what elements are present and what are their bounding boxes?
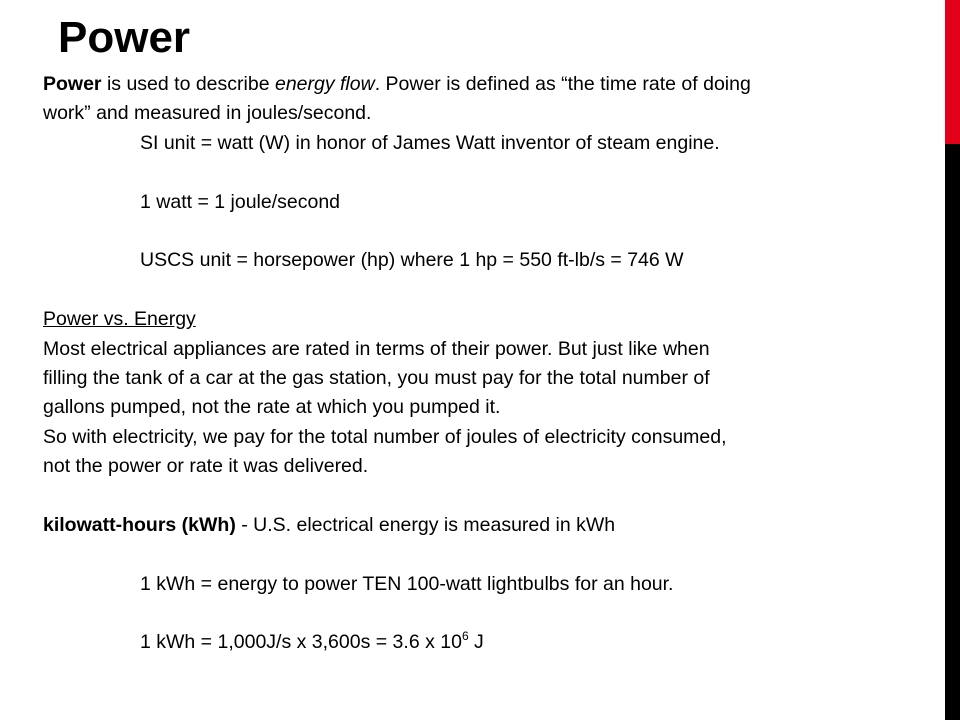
accent-bar-black	[945, 144, 960, 720]
spacer	[43, 599, 923, 628]
kwh-formula-line	[43, 628, 923, 657]
watt-definition-line: 1 watt = 1 joule/second	[140, 190, 341, 213]
section-text-line: not the power or rate it was delivered.	[43, 455, 369, 478]
kwh-definition-line: 1 kWh = energy to power TEN 100-watt lightbulbs for an hour.	[140, 572, 674, 595]
kwh-formula-exponent: 6	[461, 629, 469, 644]
spacer	[43, 217, 923, 246]
section-text-line: Most electrical appliances are rated in terms of their power. But just like when	[43, 337, 710, 360]
section-text-line: So with electricity, we pay for the total number of joules of electricity consumed,	[43, 425, 727, 448]
power-def-text-1: is used to describe	[101, 73, 275, 95]
si-unit-line: SI unit = watt (W) in honor of James Watt inventor of steam engine.	[140, 131, 720, 154]
section-text-line: filling the tank of a car at the gas station, you must pay for the total number of	[43, 366, 710, 389]
kwh-description: - U.S. electrical energy is measured in kWh	[235, 513, 616, 536]
kwh-term: kilowatt-hours (kWh)	[43, 513, 236, 536]
kwh-formula-unit: J	[468, 631, 484, 654]
spacer	[43, 158, 923, 187]
power-definition-line-1	[43, 70, 923, 99]
uscs-unit-line: USCS unit = horsepower (hp) where 1 hp = 550 ft-lb/s = 746 W	[140, 249, 684, 272]
kwh-line	[43, 511, 923, 540]
spacer	[43, 481, 923, 510]
slide-title: Power	[58, 13, 191, 62]
spacer	[43, 540, 923, 569]
section-heading: Power vs. Energy	[43, 308, 196, 331]
power-def-text-2: . Power is defined as “the time rate of doing	[374, 73, 751, 95]
spacer	[43, 276, 923, 305]
accent-bar-red	[945, 0, 960, 144]
kwh-formula-text: 1 kWh = 1,000J/s x 3,600s = 3.6 x 10	[140, 631, 462, 654]
power-term: Power	[43, 73, 102, 95]
energy-flow-term: energy flow	[274, 73, 375, 95]
section-text-line: gallons pumped, not the rate at which you pumped it.	[43, 396, 501, 419]
slide-body	[43, 70, 923, 658]
power-definition-line-2: work” and measured in joules/second.	[43, 102, 372, 125]
